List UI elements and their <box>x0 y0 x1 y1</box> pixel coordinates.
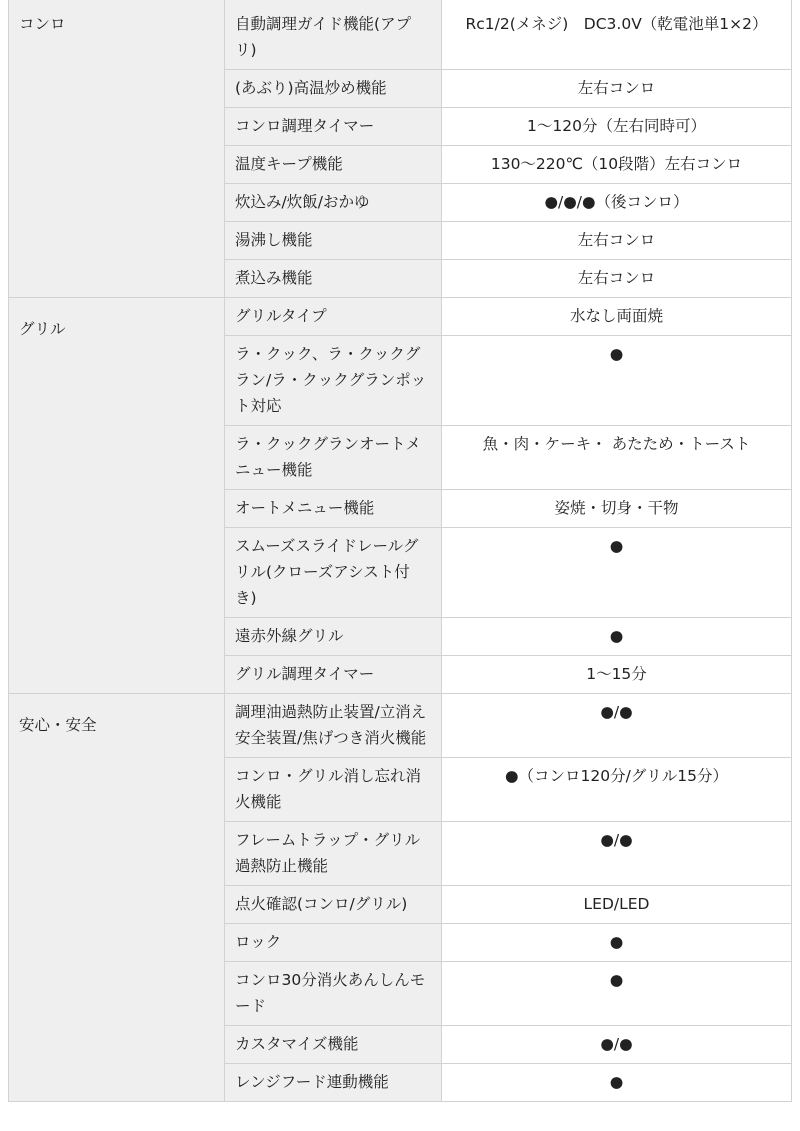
item-value-cell: 左右コンロ <box>442 260 792 298</box>
item-value-cell: ● <box>442 924 792 962</box>
item-value-cell: ● <box>442 528 792 618</box>
item-value-cell: 魚・肉・ケーキ・ あたため・トースト <box>442 426 792 490</box>
item-value-cell: 左右コンロ <box>442 70 792 108</box>
item-value-cell: ●/● <box>442 694 792 758</box>
item-label-cell: コンロ・グリル消し忘れ消火機能 <box>225 758 442 822</box>
item-label-cell: 遠赤外線グリル <box>225 618 442 656</box>
item-label-cell: コンロ調理タイマー <box>225 108 442 146</box>
item-value-cell: ●（コンロ120分/グリル15分） <box>442 758 792 822</box>
item-label-cell: 煮込み機能 <box>225 260 442 298</box>
item-label-cell: グリルタイプ <box>225 298 442 336</box>
item-label-cell: 自動調理ガイド機能(アプリ) <box>225 0 442 70</box>
item-label-cell: カスタマイズ機能 <box>225 1026 442 1064</box>
table-row <box>9 298 792 336</box>
item-label-cell: ラ・クックグランオートメニュー機能 <box>225 426 442 490</box>
item-value-cell: LED/LED <box>442 886 792 924</box>
item-value-cell: ● <box>442 618 792 656</box>
item-label-cell: 温度キープ機能 <box>225 146 442 184</box>
item-value-cell: ● <box>442 336 792 426</box>
item-label-cell: ラ・クック、ラ・クックグラン/ラ・クックグランポット対応 <box>225 336 442 426</box>
table-row <box>9 0 792 70</box>
spec-table <box>8 0 792 1102</box>
item-label-cell: オートメニュー機能 <box>225 490 442 528</box>
item-value-cell: ●/●/●（後コンロ） <box>442 184 792 222</box>
item-value-cell: 130〜220℃（10段階）左右コンロ <box>442 146 792 184</box>
item-label-cell: レンジフード連動機能 <box>225 1064 442 1102</box>
item-value-cell: 姿焼・切身・干物 <box>442 490 792 528</box>
item-value-cell: 1〜120分（左右同時可） <box>442 108 792 146</box>
item-label-cell: 炊込み/炊飯/おかゆ <box>225 184 442 222</box>
item-value-cell: ● <box>442 1064 792 1102</box>
item-value-cell: ●/● <box>442 1026 792 1064</box>
table-row <box>9 694 792 758</box>
item-value-cell: 1〜15分 <box>442 656 792 694</box>
item-value-cell: ●/● <box>442 822 792 886</box>
item-label-cell: 調理油過熱防止装置/立消え安全装置/焦げつき消火機能 <box>225 694 442 758</box>
spec-table-body <box>9 0 792 1102</box>
item-label-cell: グリル調理タイマー <box>225 656 442 694</box>
item-value-cell: ● <box>442 962 792 1026</box>
item-label-cell: 湯沸し機能 <box>225 222 442 260</box>
item-value-cell: 左右コンロ <box>442 222 792 260</box>
item-label-cell: スムーズスライドレールグリル(クローズアシスト付き) <box>225 528 442 618</box>
category-cell: 安心・安全 <box>9 694 225 1102</box>
item-label-cell: コンロ30分消火あんしんモード <box>225 962 442 1026</box>
item-label-cell: (あぶり)高温炒め機能 <box>225 70 442 108</box>
category-cell: コンロ <box>9 0 225 298</box>
item-label-cell: フレームトラップ・グリル過熱防止機能 <box>225 822 442 886</box>
category-cell: グリル <box>9 298 225 694</box>
item-label-cell: 点火確認(コンロ/グリル) <box>225 886 442 924</box>
item-value-cell: 水なし両面焼 <box>442 298 792 336</box>
item-value-cell: Rc1/2(メネジ) DC3.0V（乾電池単1×2） <box>442 0 792 70</box>
item-label-cell: ロック <box>225 924 442 962</box>
